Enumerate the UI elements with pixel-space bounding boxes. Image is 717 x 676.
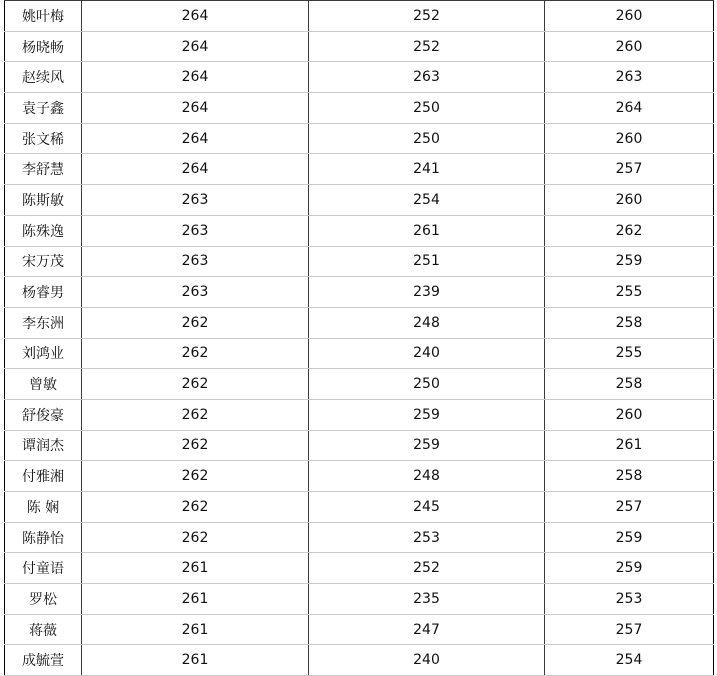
score-cell-1: 264 (82, 93, 309, 124)
student-name-cell: 谭润杰 (5, 430, 82, 461)
score-cell-2: 239 (309, 277, 545, 308)
score-cell-1: 262 (82, 522, 309, 553)
score-cell-1: 264 (82, 31, 309, 62)
score-cell-3: 257 (545, 614, 714, 645)
student-name-cell: 宋万茂 (5, 246, 82, 277)
score-cell-3: 254 (545, 645, 714, 676)
student-name-cell: 罗松 (5, 584, 82, 615)
score-cell-1: 261 (82, 553, 309, 584)
score-cell-3: 260 (545, 31, 714, 62)
score-cell-2: 240 (309, 645, 545, 676)
table-row (5, 369, 714, 400)
student-name-cell: 姚叶梅 (5, 1, 82, 32)
score-cell-3: 258 (545, 369, 714, 400)
score-cell-3: 260 (545, 123, 714, 154)
score-cell-1: 263 (82, 246, 309, 277)
table-row (5, 1, 714, 32)
score-cell-2: 252 (309, 1, 545, 32)
student-name-cell: 付雅湘 (5, 461, 82, 492)
table-row (5, 399, 714, 430)
student-name-cell: 陈 娴 (5, 492, 82, 523)
score-cell-1: 261 (82, 645, 309, 676)
score-cell-3: 260 (545, 399, 714, 430)
score-cell-2: 263 (309, 62, 545, 93)
score-cell-2: 252 (309, 31, 545, 62)
table-row (5, 185, 714, 216)
student-name-cell: 李东洲 (5, 307, 82, 338)
table-body (5, 1, 714, 676)
table-row (5, 338, 714, 369)
score-cell-3: 259 (545, 553, 714, 584)
score-cell-2: 250 (309, 93, 545, 124)
score-cell-3: 261 (545, 430, 714, 461)
score-cell-2: 252 (309, 553, 545, 584)
score-cell-3: 257 (545, 154, 714, 185)
score-cell-2: 250 (309, 369, 545, 400)
student-name-cell: 张文稀 (5, 123, 82, 154)
score-cell-1: 262 (82, 461, 309, 492)
table-row (5, 307, 714, 338)
score-cell-1: 262 (82, 338, 309, 369)
score-cell-3: 253 (545, 584, 714, 615)
student-name-cell: 陈殊逸 (5, 215, 82, 246)
student-name-cell: 李舒慧 (5, 154, 82, 185)
score-cell-3: 260 (545, 185, 714, 216)
student-name-cell: 杨晓畅 (5, 31, 82, 62)
score-cell-3: 259 (545, 522, 714, 553)
score-cell-2: 254 (309, 185, 545, 216)
table-row (5, 584, 714, 615)
score-cell-2: 248 (309, 461, 545, 492)
score-cell-3: 258 (545, 307, 714, 338)
score-cell-1: 262 (82, 369, 309, 400)
score-cell-2: 245 (309, 492, 545, 523)
score-cell-2: 235 (309, 584, 545, 615)
score-cell-2: 248 (309, 307, 545, 338)
score-cell-1: 263 (82, 215, 309, 246)
score-cell-2: 261 (309, 215, 545, 246)
student-name-cell: 曾敏 (5, 369, 82, 400)
student-name-cell: 陈斯敏 (5, 185, 82, 216)
table-row (5, 553, 714, 584)
score-cell-2: 253 (309, 522, 545, 553)
score-cell-1: 262 (82, 430, 309, 461)
student-name-cell: 蒋薇 (5, 614, 82, 645)
score-cell-3: 263 (545, 62, 714, 93)
table-row (5, 123, 714, 154)
score-cell-1: 264 (82, 62, 309, 93)
table-row (5, 645, 714, 676)
score-cell-2: 251 (309, 246, 545, 277)
score-cell-1: 263 (82, 277, 309, 308)
score-cell-1: 264 (82, 123, 309, 154)
student-name-cell: 舒俊豪 (5, 399, 82, 430)
table-row (5, 246, 714, 277)
score-cell-2: 250 (309, 123, 545, 154)
table-row (5, 62, 714, 93)
score-cell-1: 264 (82, 1, 309, 32)
table-row (5, 277, 714, 308)
score-cell-3: 255 (545, 338, 714, 369)
score-cell-1: 261 (82, 614, 309, 645)
score-cell-1: 262 (82, 307, 309, 338)
score-table (4, 0, 714, 676)
score-cell-2: 259 (309, 430, 545, 461)
table-row (5, 93, 714, 124)
score-cell-2: 241 (309, 154, 545, 185)
score-cell-1: 262 (82, 492, 309, 523)
score-cell-3: 257 (545, 492, 714, 523)
score-cell-1: 261 (82, 584, 309, 615)
table-row (5, 154, 714, 185)
student-name-cell: 付童语 (5, 553, 82, 584)
score-cell-3: 258 (545, 461, 714, 492)
score-cell-2: 240 (309, 338, 545, 369)
table-row (5, 430, 714, 461)
score-table-container (4, 0, 713, 676)
score-cell-3: 262 (545, 215, 714, 246)
student-name-cell: 杨睿男 (5, 277, 82, 308)
table-row (5, 492, 714, 523)
score-cell-2: 259 (309, 399, 545, 430)
table-row (5, 461, 714, 492)
score-cell-1: 263 (82, 185, 309, 216)
student-name-cell: 刘鸿业 (5, 338, 82, 369)
score-cell-1: 264 (82, 154, 309, 185)
student-name-cell: 袁子鑫 (5, 93, 82, 124)
score-cell-1: 262 (82, 399, 309, 430)
score-cell-3: 260 (545, 1, 714, 32)
table-row (5, 614, 714, 645)
table-row (5, 522, 714, 553)
score-cell-3: 259 (545, 246, 714, 277)
student-name-cell: 成毓萱 (5, 645, 82, 676)
score-cell-3: 264 (545, 93, 714, 124)
student-name-cell: 陈静怡 (5, 522, 82, 553)
student-name-cell: 赵续风 (5, 62, 82, 93)
score-cell-3: 255 (545, 277, 714, 308)
table-row (5, 31, 714, 62)
table-row (5, 215, 714, 246)
score-cell-2: 247 (309, 614, 545, 645)
